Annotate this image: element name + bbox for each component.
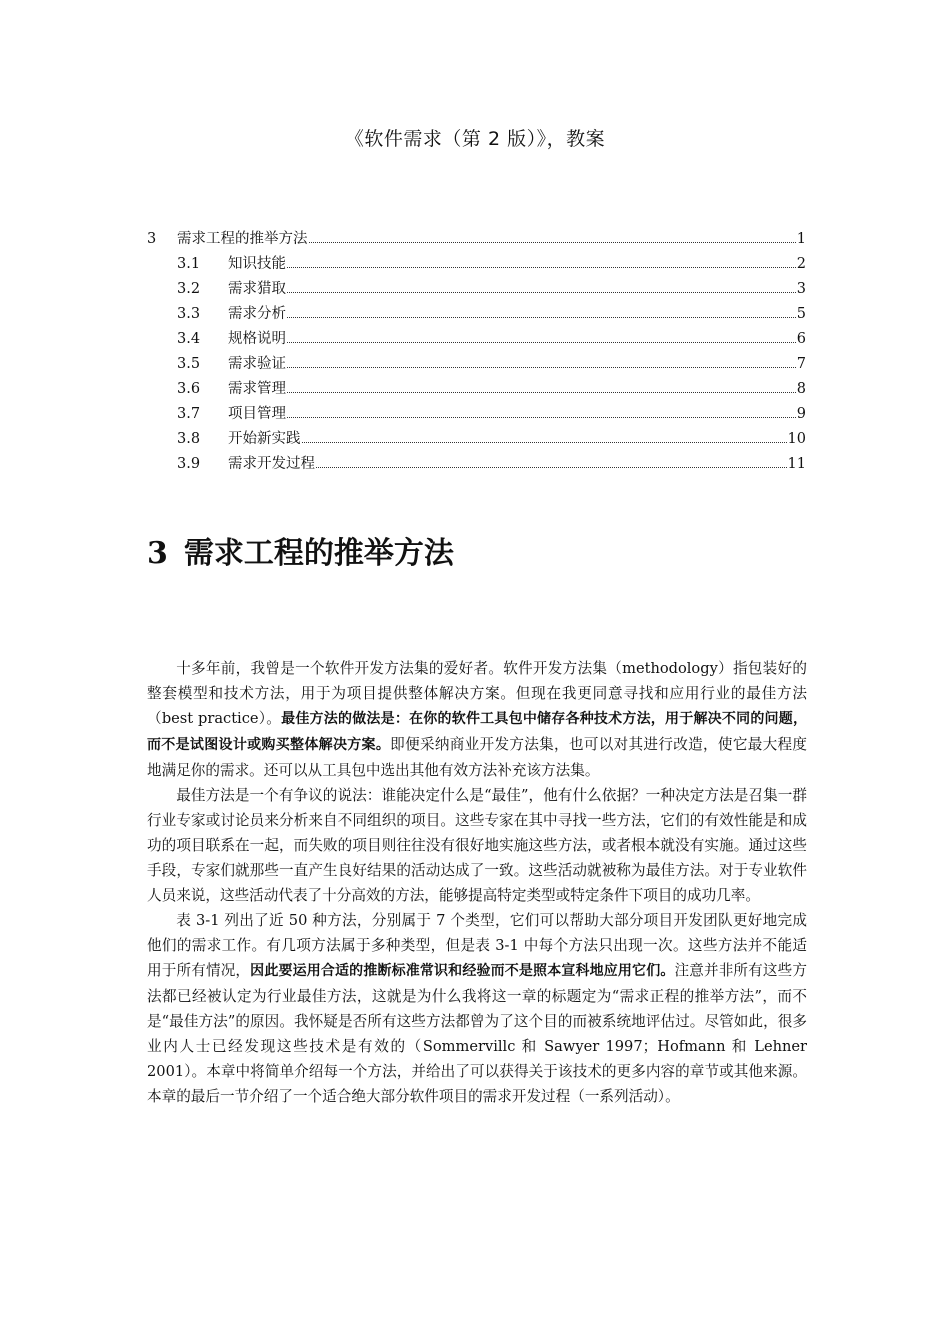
toc-page-number: 5	[796, 306, 806, 322]
toc-title: 开始新实践	[228, 431, 301, 447]
toc-number: 3.2	[177, 281, 201, 297]
toc-entry[interactable]	[147, 302, 806, 327]
body-text	[147, 656, 807, 1109]
table-of-contents	[147, 227, 806, 477]
toc-dot-leader	[287, 392, 796, 393]
toc-page-number: 7	[796, 356, 806, 372]
toc-dot-leader	[287, 342, 796, 343]
toc-page-number: 10	[787, 431, 806, 447]
toc-page-number: 6	[796, 331, 806, 347]
paragraph	[147, 783, 807, 908]
paragraph-text: 表 3-1 列出了近 50 种方法，分别属于 7 个类型，它们可以帮助大部分项目开发团队更好地完成他们的需求工作。有几项方法属于多种类型，但是表 3-1 中每个方法只出现一次。这些方法并不能适用于所有情况，	[147, 912, 807, 979]
toc-number: 3.9	[177, 456, 201, 472]
paragraph-text: 最佳方法是一个有争议的说法：谁能决定什么是“最佳”，他有什么依据？一种决定方法是召集一群行业专家或讨论员来分析来自不同组织的项目。这些专家在其中寻找一些方法，它们的有效性能是和成功的项目联系在一起，而失败的项目则往往没有很好地实施这些方法，或者根本就没有实施。通过这些手段，专家们就那些一直产生良好结果的活动达成了一致。这些活动就被称为最佳方法。对于专业软件人员来说，这些活动代表了十分高效的方法，能够提高特定类型或特定条件下项目的成功几率。	[147, 787, 807, 904]
toc-title: 需求管理	[228, 381, 286, 397]
toc-page-number: 11	[787, 456, 806, 472]
chapter-number: 3	[147, 536, 168, 571]
toc-title: 知识技能	[228, 256, 286, 272]
toc-dot-leader	[309, 242, 796, 243]
paragraph-text: 注意并非所有这些方法都已经被认定为行业最佳方法，这就是为什么我将这一章的标题定为“需求正程的推举方法”，而不是“最佳方法”的原因。我怀疑是否所有这些方法都曾为了这个目的而被系统地评估过。尽管如此，很多业内人士已经发现这些技术是有效的（Sommervillc 和 Sawyer 1997；Hofmann 和 Lehner 2001）。本章中将简单介绍每一个方法，并给出了可以获得关于该技术的更多内容的章节或其他来源。本章的最后一节介绍了一个适合绝大部分软件项目的需求开发过程（一系列活动）。	[147, 962, 807, 1105]
toc-dot-leader	[287, 367, 796, 368]
document-title: 《软件需求（第 2 版）》，教案	[344, 128, 606, 150]
toc-number: 3.7	[177, 406, 201, 422]
toc-page-number: 8	[796, 381, 806, 397]
toc-page-number: 2	[796, 256, 806, 272]
toc-number: 3.8	[177, 431, 201, 447]
toc-number: 3.5	[177, 356, 201, 372]
toc-dot-leader	[287, 417, 796, 418]
toc-entry[interactable]	[147, 227, 806, 252]
toc-title: 规格说明	[228, 331, 286, 347]
paragraph-emphasis: 最佳方法的做法是：在你的软件工具包中储存各种技术方法，用于解决不同的问题，而不是试图设计或购买整体解决方案。	[147, 711, 807, 753]
paragraph	[147, 908, 807, 1109]
toc-dot-leader	[316, 467, 787, 468]
toc-page-number: 1	[796, 231, 806, 247]
paragraph-emphasis: 因此要运用合适的推断标准常识和经验而不是照本宣科地应用它们。	[250, 963, 675, 979]
toc-title: 项目管理	[228, 406, 286, 422]
toc-dot-leader	[302, 442, 787, 443]
chapter-heading	[147, 528, 454, 572]
chapter-title: 需求工程的推举方法	[183, 536, 454, 571]
toc-entry[interactable]	[147, 327, 806, 352]
toc-number: 3.4	[177, 331, 201, 347]
toc-entry[interactable]	[147, 377, 806, 402]
toc-entry[interactable]	[147, 452, 806, 477]
paragraph	[147, 656, 807, 783]
toc-number: 3	[147, 231, 157, 247]
toc-entry[interactable]	[147, 427, 806, 452]
toc-title: 需求工程的推举方法	[177, 231, 308, 247]
toc-page-number: 9	[796, 406, 806, 422]
toc-dot-leader	[287, 317, 796, 318]
toc-title: 需求开发过程	[228, 456, 315, 472]
toc-entry[interactable]	[147, 277, 806, 302]
toc-title: 需求验证	[228, 356, 286, 372]
toc-dot-leader	[287, 267, 796, 268]
toc-number: 3.1	[177, 256, 201, 272]
toc-title: 需求猎取	[228, 281, 286, 297]
paragraph-text: 十多年前，我曾是一个软件开发方法集的爱好者。软件开发方法集（methodology）指包装好的整套模型和技术方法，用于为项目提供整体解决方案。但现在我更同意寻找和应用行业的最佳方法（best practice）。	[147, 660, 807, 727]
toc-dot-leader	[287, 292, 796, 293]
toc-page-number: 3	[796, 281, 806, 297]
toc-number: 3.3	[177, 306, 201, 322]
toc-number: 3.6	[177, 381, 201, 397]
toc-entry[interactable]	[147, 352, 806, 377]
toc-title: 需求分析	[228, 306, 286, 322]
toc-entry[interactable]	[147, 252, 806, 277]
paragraph-text: 即便采纳商业开发方法集，也可以对其进行改造，使它最大程度地满足你的需求。还可以从工具包中选出其他有效方法补充该方法集。	[147, 736, 807, 779]
toc-entry[interactable]	[147, 402, 806, 427]
